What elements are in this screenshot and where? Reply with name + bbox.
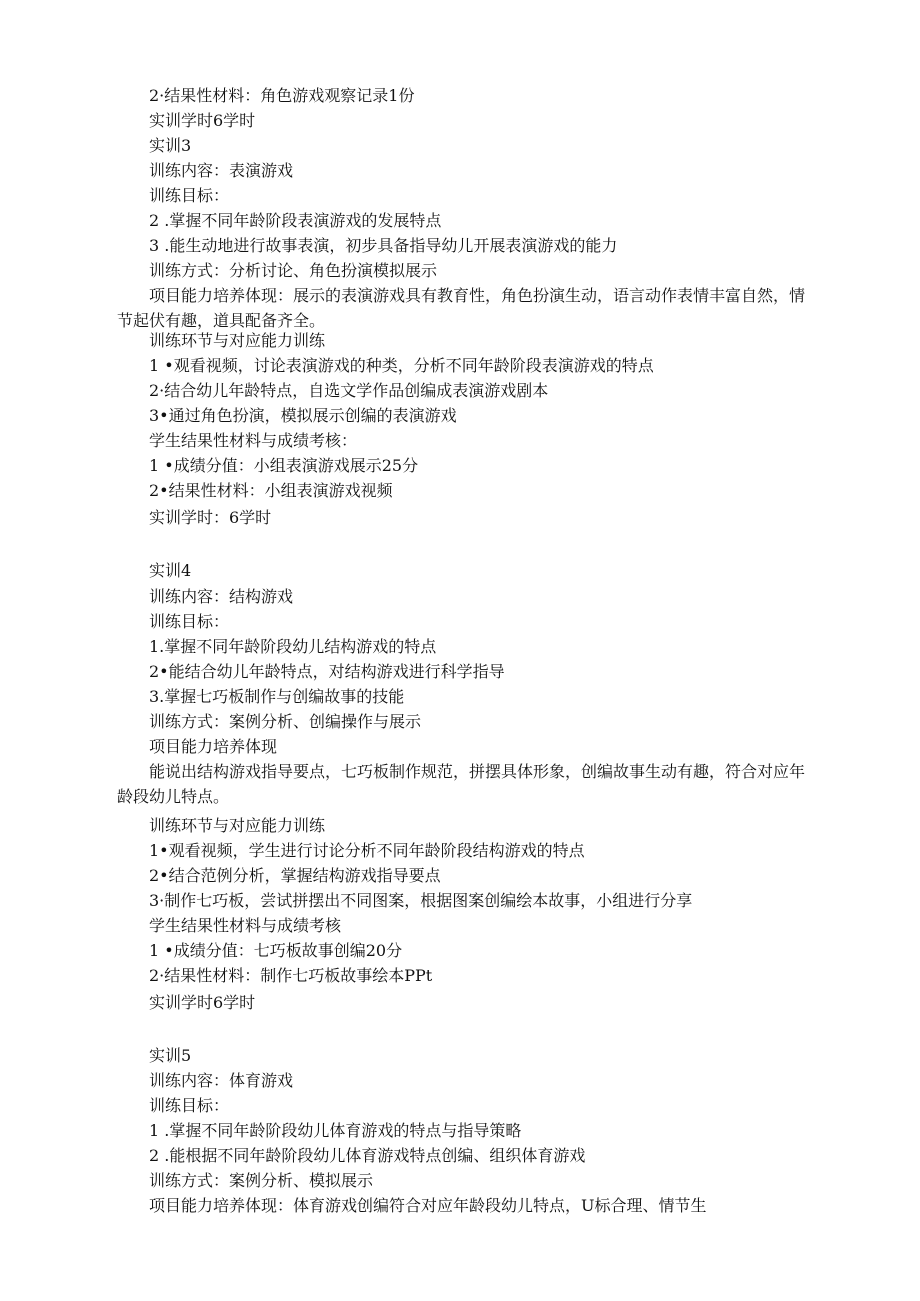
text-line: 训练内容：结构游戏 [149, 587, 294, 606]
text-line: 2•结合范例分析，掌握结构游戏指导要点 [149, 866, 441, 885]
text-line: 训练内容：表演游戏 [149, 161, 294, 180]
paragraph: 能说出结构游戏指导要点，七巧板制作规范，拼摆具体形象，创编故事生动有趣，符合对应年龄段幼儿特点。 [117, 762, 806, 806]
text-line: 2·结果性材料：制作七巧板故事绘本PPt [149, 966, 433, 985]
text-line: 2•能结合幼儿年龄特点，对结构游戏进行科学指导 [149, 662, 505, 681]
text-line: 2 .能根据不同年龄阶段幼儿体育游戏特点创编、组织体育游戏 [149, 1146, 586, 1165]
text-line: 实训学时：6学时 [149, 508, 272, 527]
text-line: 1 .掌握不同年龄阶段幼儿体育游戏的特点与指导策略 [149, 1121, 522, 1140]
text-line: 项目能力培养体现：体育游戏创编符合对应年龄段幼儿特点，U标合理、情节生 [149, 1196, 707, 1215]
text-line: 2·结合幼儿年龄特点，自选文学作品创编成表演游戏剧本 [149, 381, 549, 400]
text-line: 1.掌握不同年龄阶段幼儿结构游戏的特点 [149, 637, 437, 656]
paragraph: 项目能力培养体现：展示的表演游戏具有教育性，角色扮演生动，语言动作表情丰富自然，情节起伏有趣，道具配备齐全。 [117, 286, 806, 330]
text-line: 1 •成绩分值：七巧板故事创编20分 [149, 941, 403, 960]
text-line: 2·结果性材料：角色游戏观察记录1份 [149, 86, 415, 105]
text-line: 实训学时6学时 [149, 111, 256, 130]
text-line: 训练方式：案例分析、模拟展示 [149, 1171, 374, 1190]
text-line: 训练方式：案例分析、创编操作与展示 [149, 712, 422, 731]
section-heading: 实训5 [149, 1046, 192, 1065]
text-line: 训练内容：体育游戏 [149, 1071, 294, 1090]
text-line: 1 •观看视频，讨论表演游戏的种类，分析不同年龄阶段表演游戏的特点 [149, 356, 654, 375]
text-line: 训练环节与对应能力训练 [149, 816, 326, 835]
text-line: 1 •成绩分值：小组表演游戏展示25分 [149, 456, 419, 475]
section-heading: 实训3 [149, 136, 192, 155]
text-line: 学生结果性材料与成绩考核： [149, 431, 358, 450]
text-line: 项目能力培养体现 [149, 737, 278, 756]
text-line: 实训学时6学时 [149, 993, 256, 1012]
text-line: 学生结果性材料与成绩考核 [149, 916, 342, 935]
text-line: 训练目标： [149, 1096, 230, 1115]
text-line: 3 .能生动地进行故事表演，初步具备指导幼儿开展表演游戏的能力 [149, 236, 618, 255]
text-line: 2•结果性材料：小组表演游戏视频 [149, 481, 393, 500]
text-line: 3.掌握七巧板制作与创编故事的技能 [149, 687, 405, 706]
text-line: 3·制作七巧板，尝试拼摆出不同图案，根据图案创编绘本故事，小组进行分享 [149, 891, 693, 910]
text-line: 训练目标： [149, 186, 230, 205]
text-line: 2 .掌握不同年龄阶段表演游戏的发展特点 [149, 211, 442, 230]
text-line: 训练环节与对应能力训练 [149, 331, 326, 350]
text-line: 训练方式：分析讨论、角色扮演模拟展示 [149, 261, 438, 280]
text-line: 3•通过角色扮演，模拟展示创编的表演游戏 [149, 406, 457, 425]
text-line: 训练目标： [149, 612, 230, 631]
text-line: 1•观看视频，学生进行讨论分析不同年龄阶段结构游戏的特点 [149, 841, 585, 860]
section-heading: 实训4 [149, 561, 192, 580]
